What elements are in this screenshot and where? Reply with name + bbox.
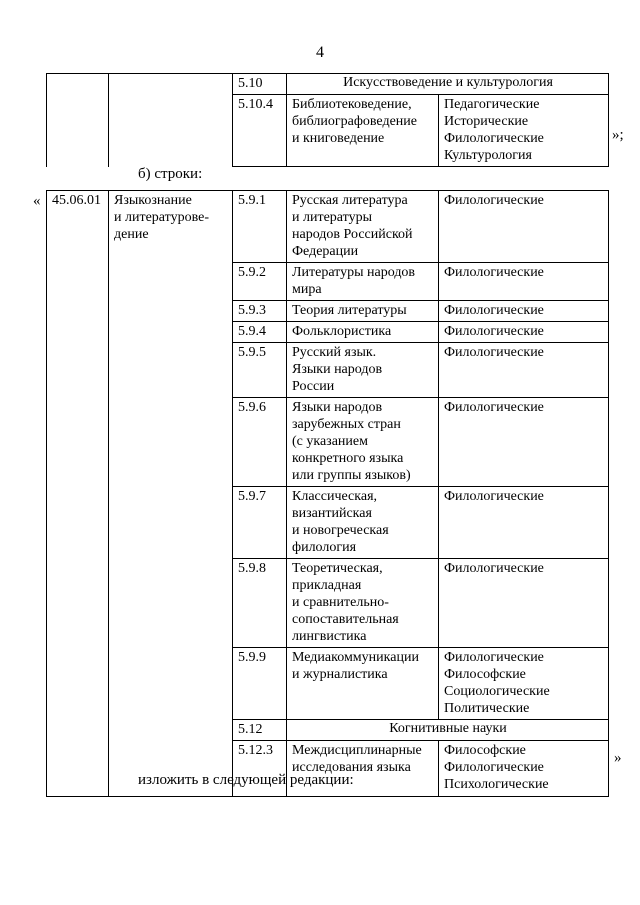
sciences-list: Филологические [439,559,609,648]
specialty-code: 5.9.4 [233,322,287,343]
specialty-code: 5.9.3 [233,301,287,322]
closing-quote: »; [612,127,624,143]
opening-quote: « [33,193,41,209]
specialty-code: 5.12.3 [233,741,287,797]
caption-edit: изложить в следующей редакции: [138,772,354,788]
empty-cell [109,74,233,167]
specialty-name: Русская литература и литературы народов Российской Федерации [287,191,439,263]
section-title: Когнитивные науки [287,720,609,741]
table-specialties [46,190,609,797]
specialty-code: 5.9.7 [233,487,287,559]
caption-rows: б) строки: [138,166,203,182]
sciences-list: Педагогические Исторические Филологические Культурология [439,95,609,167]
section-code: 5.12 [233,720,287,741]
sciences-list: Филологические Философские Социологические Политические [439,648,609,720]
specialty-code: 5.9.5 [233,343,287,398]
specialty-name: Русский язык. Языки народов России [287,343,439,398]
sciences-list: Филологические [439,191,609,263]
sciences-list: Филологические [439,322,609,343]
specialty-code: 5.9.9 [233,648,287,720]
section-code: 5.10 [233,74,287,95]
specialty-code: 5.10.4 [233,95,287,167]
specialty-code: 5.9.2 [233,263,287,301]
sciences-list: Филологические [439,398,609,487]
specialty-name: Библиотековедение, библиографоведение и книговедение [287,95,439,167]
specialty-name: Фольклористика [287,322,439,343]
table-continuation [46,73,609,167]
program-name: Языкознание и литературове- дение [109,191,233,797]
specialty-code: 5.9.6 [233,398,287,487]
sciences-list: Филологические [439,487,609,559]
specialty-name: Литературы народов мира [287,263,439,301]
sciences-list: Филологические [439,343,609,398]
section-title: Искусствоведение и культурология [287,74,609,95]
sciences-list: Филологические [439,263,609,301]
page-number: 4 [316,44,324,61]
table-row [47,74,609,95]
specialty-name: Теория литературы [287,301,439,322]
closing-quote: » [614,750,622,766]
specialty-name: Теоретическая, прикладная и сравнительно- сопоставительная лингвистика [287,559,439,648]
specialty-name: Медиакоммуникации и журналистика [287,648,439,720]
empty-cell [47,74,109,167]
specialty-name: Классическая, византийская и новогреческая филология [287,487,439,559]
table-row [47,191,609,263]
sciences-list: Философские Филологические Психологические [439,741,609,797]
program-code: 45.06.01 [47,191,109,797]
specialty-code: 5.9.1 [233,191,287,263]
sciences-list: Филологические [439,301,609,322]
specialty-name: Языки народов зарубежных стран (с указанием конкретного языка или группы языков) [287,398,439,487]
specialty-name: Междисциплинарные исследования языка [287,741,439,797]
specialty-code: 5.9.8 [233,559,287,648]
